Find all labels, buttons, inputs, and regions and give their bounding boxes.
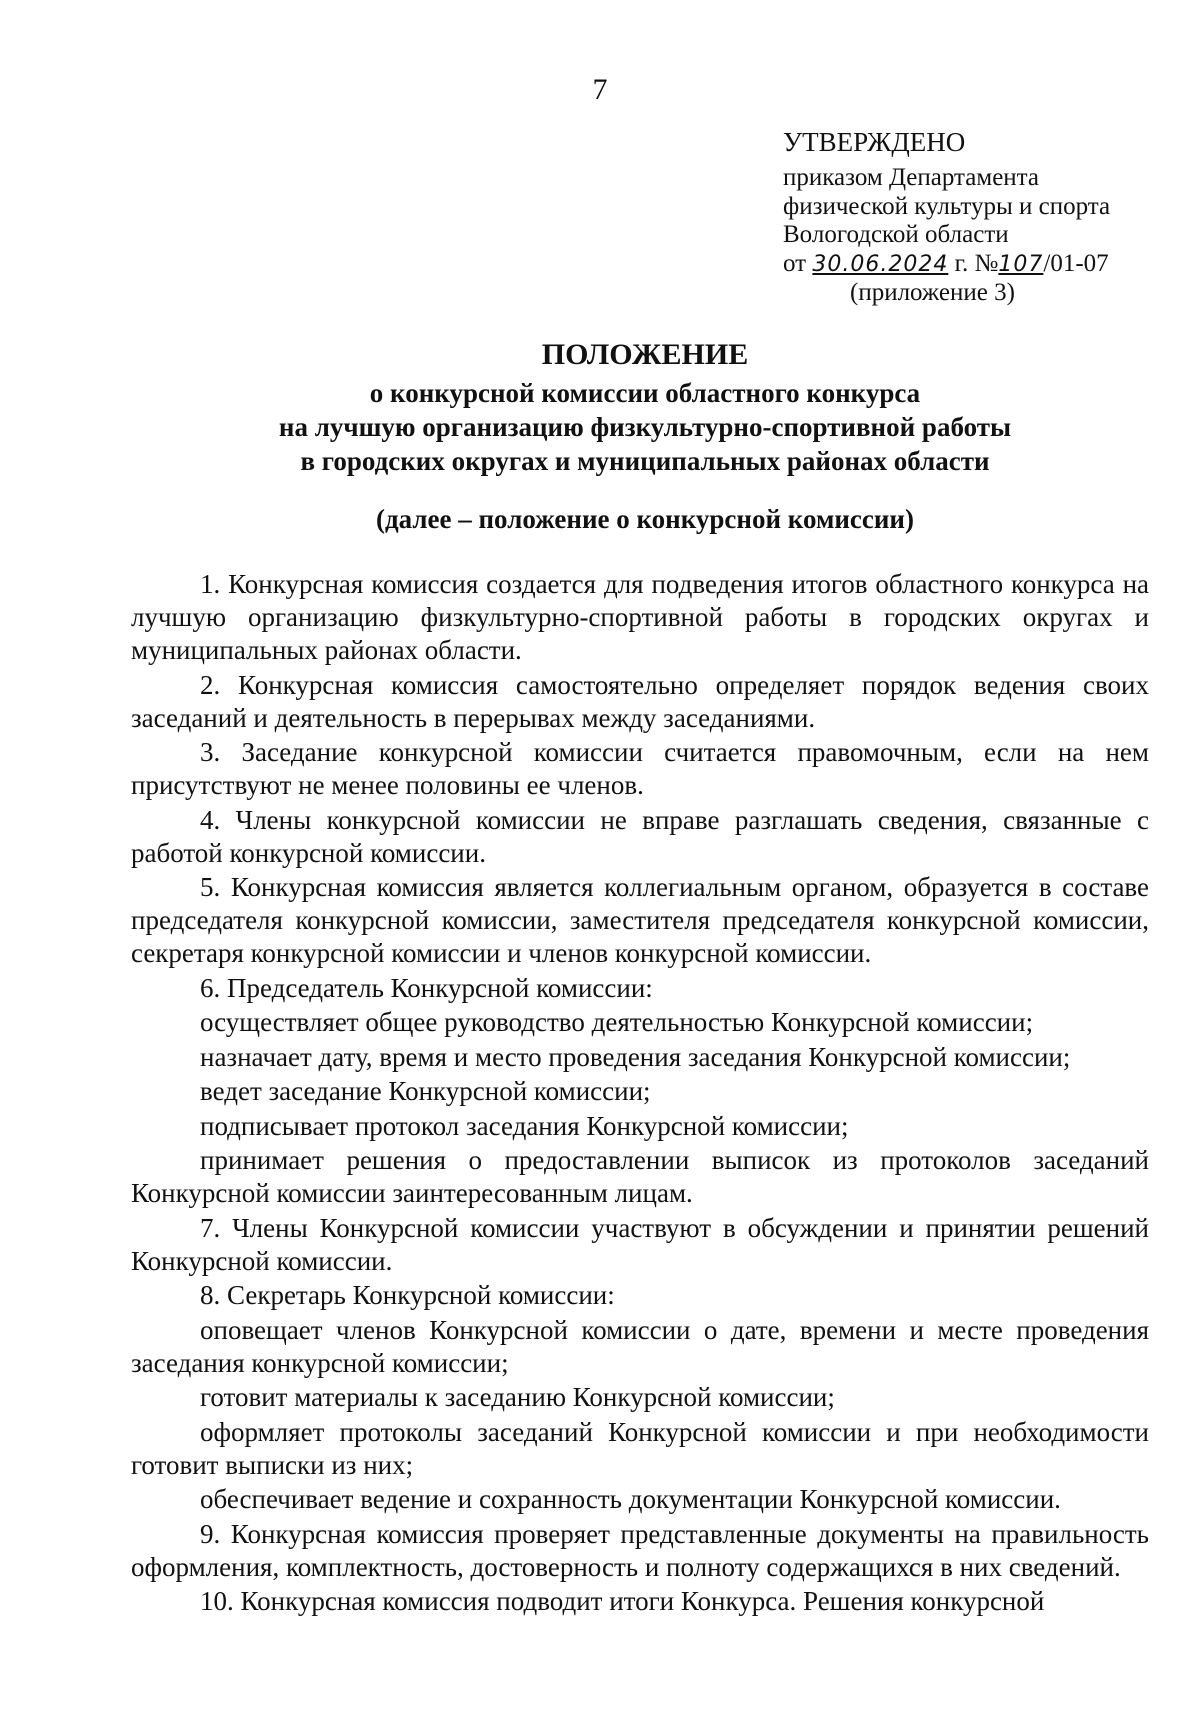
approval-line-2: физической культуры и спорта [783, 192, 1111, 220]
approval-line-3: Вологодской области [783, 221, 1009, 248]
approval-line-1: приказом Департамента [783, 164, 1039, 191]
paragraph: 9. Конкурсная комиссия проверяет представленные документы на правильность оформления, комплектность, достоверность и полноту содержащихся в них сведений. [131, 1518, 1149, 1582]
paragraph: 5. Конкурсная комиссия является коллегиальным органом, образуется в составе председателя конкурсной комиссии, заместителя председателя конкурсной комиссии, секретаря конкурсной комиссии и членов конкурсной комиссии. [131, 872, 1149, 968]
paragraph: ведет заседание Конкурсной комиссии; [200, 1076, 651, 1106]
paragraph: 6. Председатель Конкурсной комиссии: [200, 972, 653, 1003]
paragraph: принимает решения о предоставлении выписок из протоколов заседаний Конкурсной комиссии заинтересованным лицам. [131, 1145, 1149, 1208]
document-body [131, 568, 1149, 1618]
paragraph: оформляет протоколы заседаний Конкурсной комиссии и при необходимости готовит выписки из них; [131, 1416, 1149, 1480]
title-main: ПОЛОЖЕНИЕ [541, 338, 749, 371]
title-line-2: на лучшую организацию физкультурно-спортивной работы [278, 412, 1012, 442]
paragraph: назначает дату, время и место проведения заседания Конкурсной комиссии; [200, 1041, 1071, 1072]
approval-heading: УТВЕРЖДЕНО [783, 127, 966, 157]
paragraph: 8. Секретарь Конкурсной комиссии: [200, 1280, 615, 1310]
document-title [0, 335, 1200, 478]
paragraph: 10. Конкурсная комиссия подводит итоги Конкурса. Решения конкурсной [200, 1586, 1045, 1616]
approval-date-line [783, 250, 1183, 280]
number-suffix: /01-07 [1043, 249, 1109, 277]
title-line-3: в городских округах и муниципальных районах области [300, 446, 990, 476]
date-prefix: от [783, 249, 807, 277]
paragraph: 2. Конкурсная комиссия самостоятельно определяет порядок ведения своих заседаний и деятельность в перерывах между заседаниями. [131, 669, 1149, 733]
paragraph: осуществляет общее руководство деятельностью Конкурсной комиссии; [200, 1007, 1034, 1037]
paragraph: подписывает протокол заседания Конкурсной комиссии; [200, 1110, 849, 1141]
page-number: 7 [592, 73, 608, 106]
paragraph: обеспечивает ведение и сохранность документации Конкурсной комиссии. [200, 1484, 1061, 1514]
paragraph: 7. Члены Конкурсной комиссии участвуют в обсуждении и принятии решений Конкурсной комиссии. [131, 1212, 1149, 1276]
paragraph: оповещает членов Конкурсной комиссии о дате, времени и месте проведения заседания конкурсной комиссии; [131, 1314, 1149, 1378]
approval-block [783, 124, 1183, 308]
handwritten-number: 107 [998, 251, 1044, 277]
title-line-1: о конкурсной комиссии областного конкурса [369, 378, 921, 408]
appendix-label: (приложение 3) [850, 279, 1015, 306]
title-note: (далее – положение о конкурсной комиссии) [376, 504, 914, 534]
paragraph: 4. Члены конкурсной комиссии не вправе разглашать сведения, связанные с работой конкурсной комиссии. [131, 804, 1149, 868]
paragraph: готовит материалы к заседанию Конкурсной комиссии; [200, 1382, 835, 1412]
paragraph: 3. Заседание конкурсной комиссии считается правомочным, если на нем присутствуют не менее половины ее членов. [131, 737, 1149, 800]
handwritten-date: 30.06.2024 [812, 251, 949, 277]
paragraph: 1. Конкурсная комиссия создается для подведения итогов областного конкурса на лучшую организацию физкультурно-спортивной работы в городских округах и муниципальных районах области. [131, 569, 1149, 665]
year-suffix: г. № [954, 249, 999, 277]
